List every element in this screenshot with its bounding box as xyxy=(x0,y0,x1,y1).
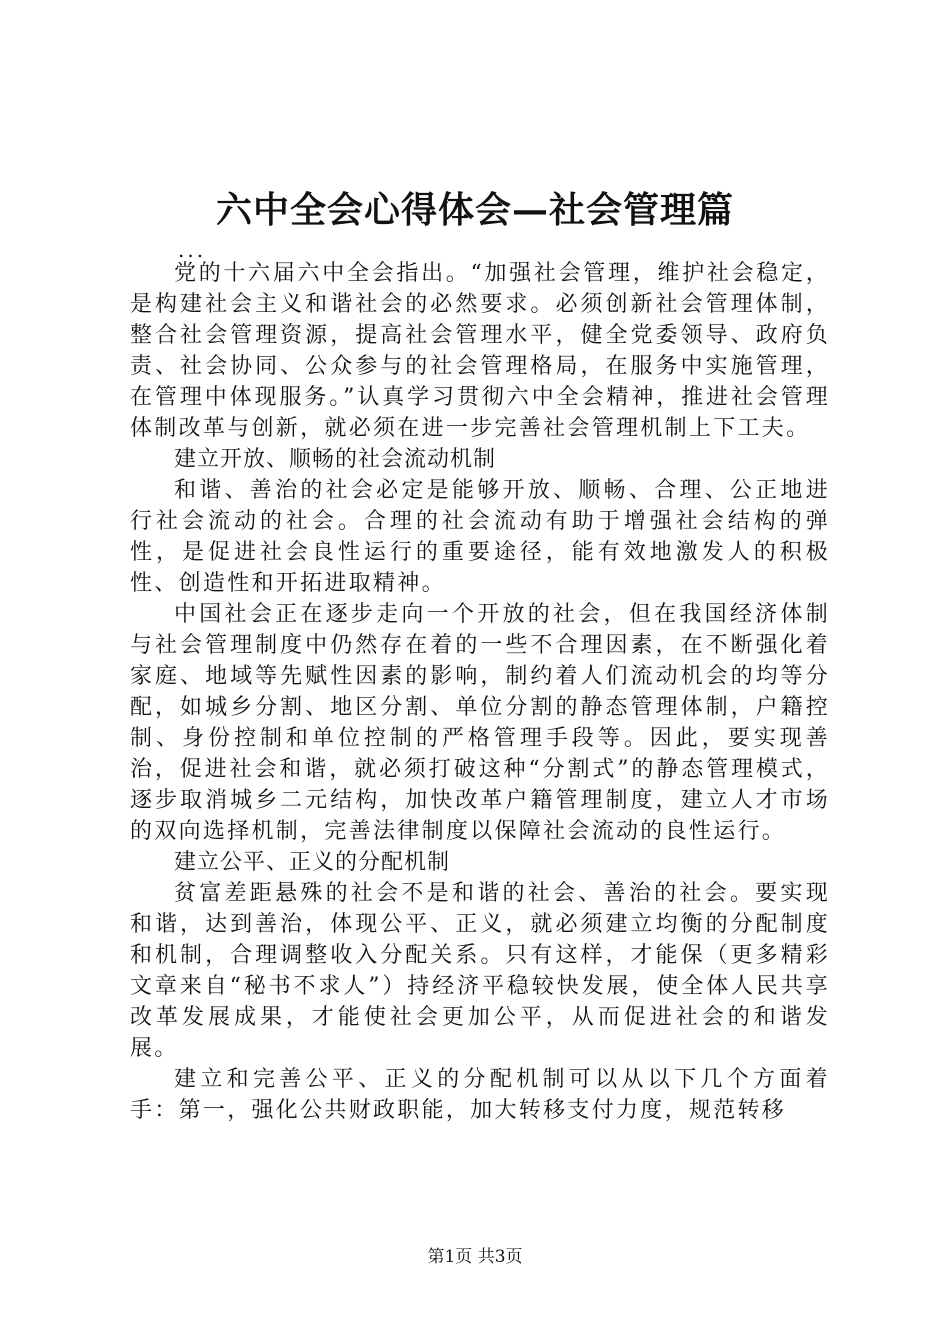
paragraph-mobility-1: 和谐、善治的社会必定是能够开放、顺畅、合理、公正地进行社会流动的社会。合理的社会流动有助于增强社会结构的弹性，是促进社会良性运行的重要途径，能有效地激发人的积极性、创造性和开拓进取精神。 xyxy=(130,478,830,596)
paragraph-mobility-2: 中国社会正在逐步走向一个开放的社会，但在我国经济体制与社会管理制度中仍然存在着的一些不合理因素，在不断强化着家庭、地域等先赋性因素的影响，制约着人们流动机会的均等分配，如城乡分割、地区分割、单位分割的静态管理体制，户籍控制、身份控制和单位控制的严格管理手段等。因此，要实现善治，促进社会和谐，就必须打破这种“分割式”的静态管理模式，逐步取消城乡二元结构，加快改革户籍管理制度，建立人才市场的双向选择机制，完善法律制度以保障社会流动的良性运行。 xyxy=(130,602,830,844)
document-body xyxy=(130,258,830,1126)
paragraph-distribution-1: 贫富差距悬殊的社会不是和谐的社会、善治的社会。要实现和谐，达到善治，体现公平、正义，就必须建立均衡的分配制度和机制，合理调整收入分配关系。只有这样，才能保（更多精彩文章来自“秘书不求人”）持经济平稳较快发展，使全体人民共享改革发展成果，才能使社会更加公平，从而促进社会的和谐发展。 xyxy=(130,881,830,1061)
page-indicator: 第1页 共3页 xyxy=(427,1247,523,1267)
paragraph-intro: 党的十六届六中全会指出。“加强社会管理，维护社会稳定，是构建社会主义和谐社会的必然要求。必须创新社会管理体制，整合社会管理资源，提高社会管理水平，健全党委领导、政府负责、社会协同、公众参与的社会管理格局，在服务中实施管理，在管理中体现服务。”认真学习贯彻六中全会精神，推进社会管理体制改革与创新，就必须在进一步完善社会管理机制上下工夫。 xyxy=(130,261,830,441)
section-heading-mobility: 建立开放、顺畅的社会流动机制 xyxy=(174,447,497,472)
document-title: 六中全会心得体会—社会管理篇 xyxy=(215,189,734,231)
ellipsis-marker: ... xyxy=(178,238,207,262)
paragraph-distribution-2: 建立和完善公平、正义的分配机制可以从以下几个方面着手：第一，强化公共财政职能，加大转移支付力度，规范转移 xyxy=(130,1067,830,1123)
section-heading-distribution: 建立公平、正义的分配机制 xyxy=(174,850,451,875)
